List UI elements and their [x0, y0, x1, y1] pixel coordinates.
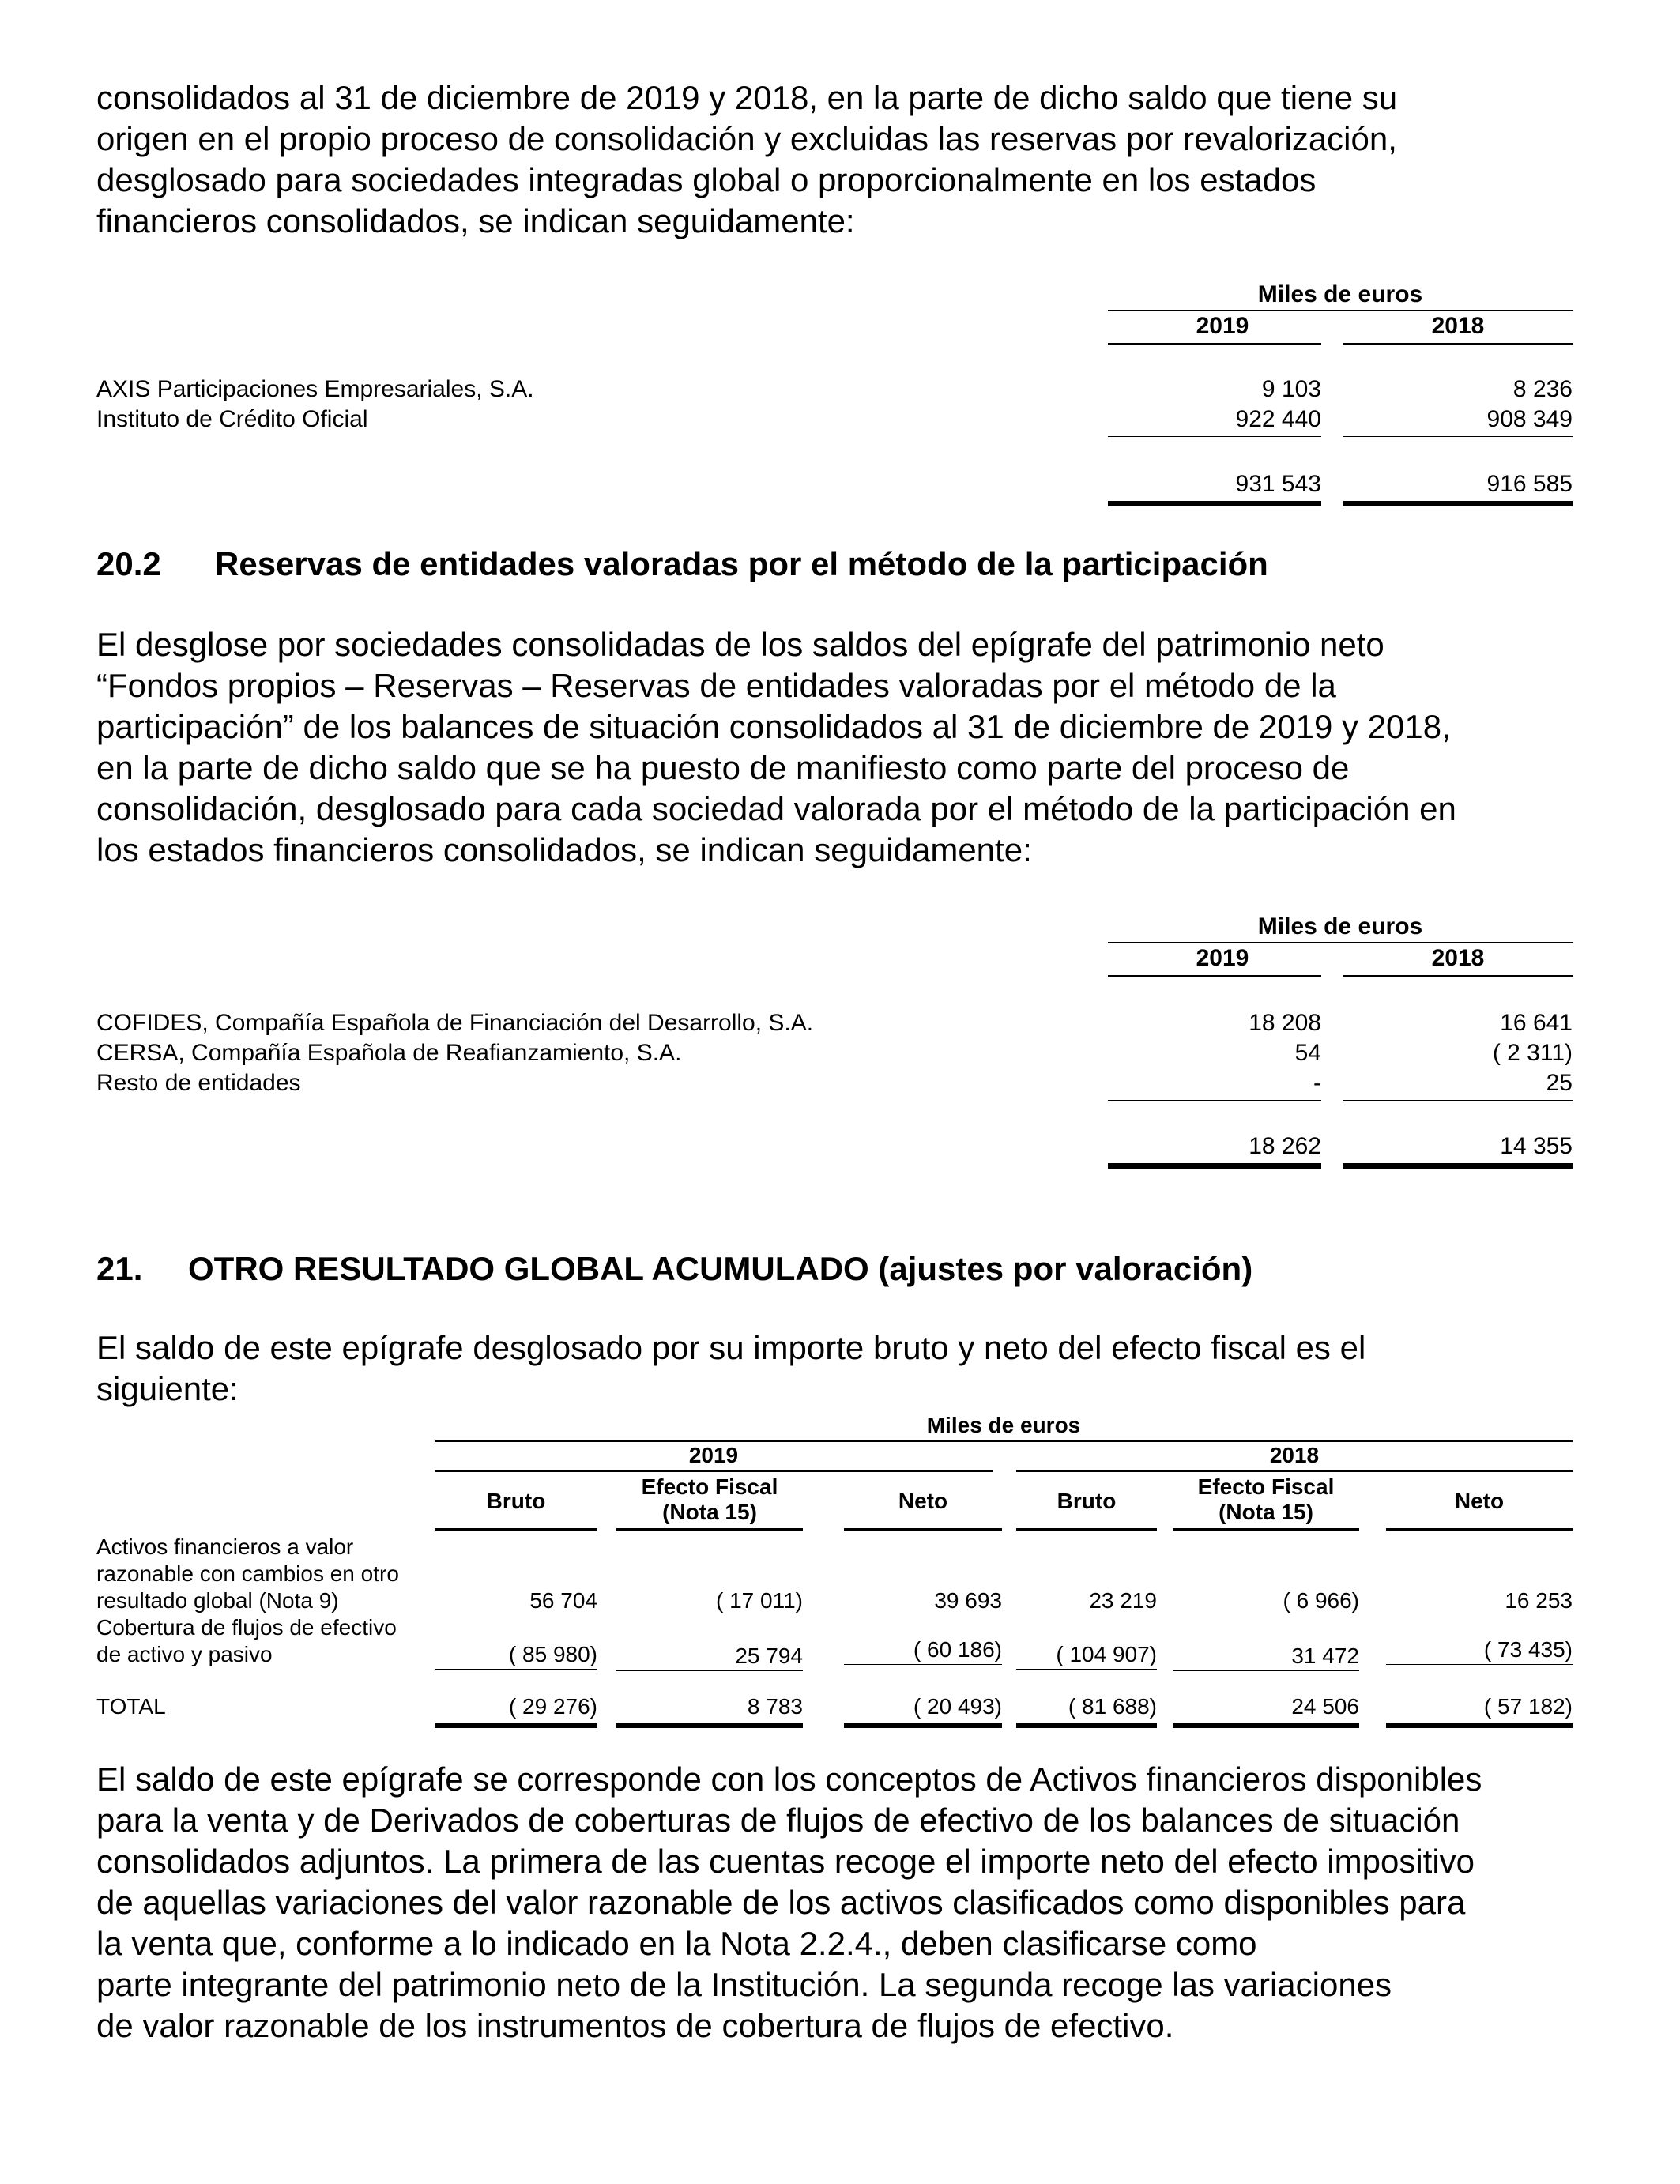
column-header-bruto-2019: Bruto — [486, 1489, 546, 1513]
total-value-2019: 18 262 — [1249, 1133, 1321, 1159]
row-label: CERSA, Compañía Española de Reafianzamiento, S.A. — [96, 1040, 682, 1066]
column-header-efecto-2018: Efecto Fiscal — [1197, 1474, 1335, 1499]
row-label: resultado global (Nota 9) — [96, 1588, 339, 1613]
intro-line: consolidados al 31 de diciembre de 2019 y 2018, en la parte de dicho saldo que tiene su — [96, 79, 1398, 116]
column-header-efecto-2018-note: (Nota 15) — [1219, 1500, 1313, 1524]
closing-paragraph — [96, 1759, 1573, 2047]
row-value-2019: 18 208 — [1249, 1010, 1321, 1036]
cell-neto-2018: 16 253 — [1505, 1588, 1573, 1613]
subtotal-line — [1108, 1100, 1321, 1101]
divider — [435, 1440, 1573, 1442]
column-header-bruto-2018: Bruto — [1057, 1489, 1117, 1513]
total-bruto-2018: ( 81 688) — [1068, 1694, 1157, 1719]
row-value-2018: 16 641 — [1500, 1010, 1573, 1036]
paragraph-line: El saldo de este epígrafe desglosado por su importe bruto y neto del efecto fiscal es el — [96, 1329, 1366, 1366]
divider — [1386, 1528, 1573, 1531]
total-value-2018: 14 355 — [1500, 1133, 1573, 1159]
cell-efecto-2019: ( 17 011) — [716, 1588, 803, 1613]
column-header-2019: 2019 — [1196, 945, 1249, 971]
total-efecto-2018: 24 506 — [1291, 1694, 1359, 1719]
intro-line: financieros consolidados, se indican seguidamente: — [96, 202, 855, 239]
section-21-paragraph — [96, 1327, 1573, 1410]
paragraph-line: parte integrante del patrimonio neto de la Institución. La segunda recoge las variaciones — [96, 1966, 1392, 2003]
subtotal-line — [1108, 436, 1321, 437]
total-line — [1343, 501, 1573, 506]
divider — [435, 1470, 993, 1472]
total-label: TOTAL — [96, 1694, 166, 1719]
row-label: COFIDES, Compañía Española de Financiación del Desarrollo, S.A. — [96, 1010, 814, 1036]
section-number: 21. — [96, 1250, 143, 1287]
divider — [1108, 310, 1573, 311]
total-line — [1386, 1723, 1573, 1728]
divider — [1016, 1470, 1573, 1472]
total-line — [1173, 1723, 1359, 1728]
row-label: de activo y pasivo — [96, 1642, 273, 1666]
divider — [1343, 975, 1573, 977]
table-unit-header: Miles de euros — [1257, 281, 1423, 307]
cell-efecto-2018: ( 6 966) — [1283, 1588, 1359, 1613]
section-heading-21 — [96, 1248, 1573, 1290]
table-equity-method-reserves — [96, 913, 1573, 1159]
subtotal-line — [616, 1670, 803, 1671]
row-value-2018: 25 — [1546, 1070, 1573, 1096]
row-label: Instituto de Crédito Oficial — [96, 406, 368, 432]
cell-bruto-2019: ( 85 980) — [508, 1642, 597, 1666]
total-line — [435, 1723, 597, 1728]
intro-line: desglosado para sociedades integradas global o proporcionalmente en los estados — [96, 161, 1317, 198]
total-line — [1108, 1163, 1321, 1169]
column-header-efecto-2019: Efecto Fiscal — [641, 1474, 778, 1499]
divider — [435, 1528, 597, 1531]
row-label: Cobertura de flujos de efectivo — [96, 1615, 397, 1640]
total-value-2019: 931 543 — [1235, 471, 1321, 497]
section-title: Reservas de entidades valoradas por el método de la participación — [215, 545, 1268, 582]
total-line — [616, 1723, 803, 1728]
table-consolidated-reserves — [96, 281, 1573, 497]
column-header-2019: 2019 — [1196, 313, 1249, 339]
section-number: 20.2 — [96, 545, 161, 582]
total-efecto-2019: 8 783 — [747, 1694, 803, 1719]
divider — [1016, 1528, 1157, 1531]
subtotal-line — [1343, 1100, 1573, 1101]
section-20-2-paragraph — [96, 624, 1573, 871]
cell-efecto-2019: 25 794 — [735, 1644, 803, 1668]
cell-neto-2019: ( 60 186) — [913, 1637, 1002, 1662]
cell-neto-2018: ( 73 435) — [1483, 1637, 1573, 1662]
total-neto-2018: ( 57 182) — [1483, 1694, 1573, 1719]
divider — [1343, 343, 1573, 345]
row-value-2019: 9 103 — [1261, 376, 1321, 402]
intro-paragraph — [96, 77, 1573, 242]
subtotal-line — [435, 1669, 597, 1670]
subtotal-line — [1016, 1669, 1157, 1670]
row-value-2019: 54 — [1294, 1040, 1321, 1066]
cell-bruto-2018: 23 219 — [1089, 1588, 1157, 1613]
subtotal-line — [1386, 1664, 1573, 1665]
paragraph-line: El saldo de este epígrafe se corresponde con los conceptos de Activos financieros disponibles — [96, 1760, 1482, 1798]
cell-bruto-2019: 56 704 — [529, 1588, 597, 1613]
year-header-2019: 2019 — [688, 1443, 739, 1467]
total-line — [1016, 1723, 1157, 1728]
row-value-2018: ( 2 311) — [1492, 1040, 1573, 1066]
divider — [1108, 343, 1321, 345]
subtotal-line — [1343, 436, 1573, 437]
cell-bruto-2018: ( 104 907) — [1056, 1642, 1157, 1666]
paragraph-line: para la venta y de Derivados de coberturas de flujos de efectivo de los balances de situación — [96, 1802, 1460, 1839]
paragraph-line: de aquellas variaciones del valor razonable de los activos clasificados como disponibles para — [96, 1884, 1466, 1921]
row-value-2019: 922 440 — [1235, 406, 1321, 432]
total-value-2018: 916 585 — [1486, 471, 1573, 497]
divider — [1108, 942, 1573, 943]
total-bruto-2019: ( 29 276) — [508, 1694, 597, 1719]
paragraph-line: participación” de los balances de situación consolidados al 31 de diciembre de 2019 y 2018, — [96, 708, 1451, 745]
divider — [616, 1528, 803, 1531]
row-label: AXIS Participaciones Empresariales, S.A. — [96, 376, 534, 402]
cell-efecto-2018: 31 472 — [1291, 1644, 1359, 1668]
total-line — [1343, 1163, 1573, 1169]
section-title: OTRO RESULTADO GLOBAL ACUMULADO (ajustes por valoración) — [188, 1250, 1253, 1287]
column-header-neto-2018: Neto — [1454, 1489, 1505, 1513]
cell-neto-2019: 39 693 — [934, 1588, 1002, 1613]
column-header-neto-2019: Neto — [898, 1489, 948, 1513]
total-line — [1108, 501, 1321, 506]
paragraph-line: consolidados adjuntos. La primera de las cuentas recoge el importe neto del efecto impositivo — [96, 1843, 1475, 1880]
paragraph-line: El desglose por sociedades consolidadas de los saldos del epígrafe del patrimonio neto — [96, 626, 1384, 663]
intro-line: origen en el propio proceso de consolidación y excluidas las reservas por revalorización, — [96, 120, 1397, 157]
paragraph-line: “Fondos propios – Reservas – Reservas de entidades valoradas por el método de la — [96, 667, 1336, 704]
table-other-comprehensive-income — [96, 1413, 1573, 1745]
row-label: Resto de entidades — [96, 1070, 301, 1096]
subtotal-line — [1173, 1670, 1359, 1671]
paragraph-line: de valor razonable de los instrumentos de cobertura de flujos de efectivo. — [96, 2007, 1174, 2044]
row-label: razonable con cambios en otro — [96, 1561, 399, 1586]
paragraph-line: consolidación, desglosado para cada sociedad valorada por el método de la participación en — [96, 790, 1456, 827]
divider — [1173, 1528, 1359, 1531]
subtotal-line — [844, 1664, 1002, 1665]
column-header-2018: 2018 — [1431, 945, 1485, 971]
total-line — [844, 1723, 1002, 1728]
table-unit-header: Miles de euros — [926, 1413, 1081, 1437]
paragraph-line: siguiente: — [96, 1370, 239, 1407]
year-header-2018: 2018 — [1269, 1443, 1320, 1467]
divider — [1108, 975, 1321, 977]
divider — [844, 1528, 1002, 1531]
total-neto-2019: ( 20 493) — [913, 1694, 1002, 1719]
row-value-2019: - — [1313, 1070, 1321, 1096]
row-label: Activos financieros a valor — [96, 1534, 354, 1559]
table-unit-header: Miles de euros — [1257, 913, 1423, 939]
column-header-2018: 2018 — [1431, 313, 1485, 339]
paragraph-line: la venta que, conforme a lo indicado en la Nota 2.2.4., deben clasificarse como — [96, 1925, 1257, 1962]
column-header-efecto-2019-note: (Nota 15) — [662, 1500, 757, 1524]
row-value-2018: 908 349 — [1486, 406, 1573, 432]
row-value-2018: 8 236 — [1512, 376, 1573, 402]
section-heading-20-2 — [96, 544, 1573, 585]
paragraph-line: en la parte de dicho saldo que se ha puesto de manifiesto como parte del proceso de — [96, 749, 1350, 786]
paragraph-line: los estados financieros consolidados, se indican seguidamente: — [96, 831, 1032, 868]
